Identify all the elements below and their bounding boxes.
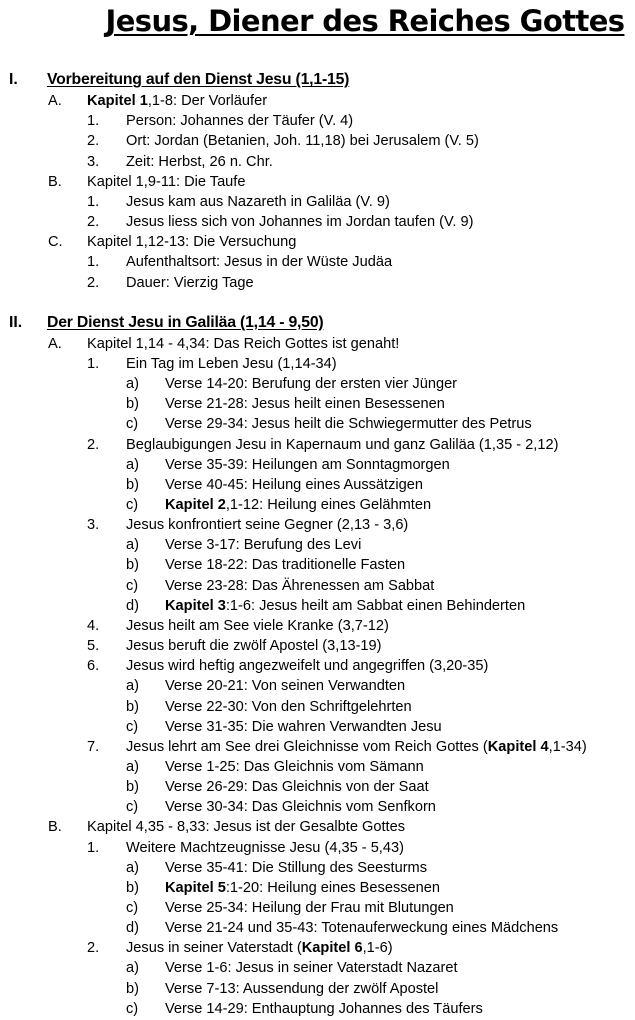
outline-label: 2.	[87, 214, 100, 231]
outline-text	[126, 131, 479, 151]
outline-text	[126, 354, 337, 374]
text-segment: Verse 21-28: Jesus heilt einen Besessenen	[165, 396, 445, 413]
outline-label: B.	[48, 173, 62, 190]
outline-item-level3	[0, 898, 635, 918]
outline-item-level2	[0, 656, 635, 676]
outline-item-level3	[0, 958, 635, 978]
outline-label: a)	[126, 456, 139, 473]
outline-label: b)	[126, 980, 139, 997]
text-segment: ,1-6)	[362, 940, 393, 957]
outline-item-level1	[0, 334, 635, 354]
outline-text	[87, 232, 296, 252]
outline-item-level3	[0, 576, 635, 596]
outline-text	[165, 797, 436, 817]
text-segment: Jesus heilt am See viele Kranke (3,7-12)	[126, 617, 389, 634]
outline-item-level3	[0, 999, 635, 1019]
outline-label: c)	[126, 1000, 139, 1017]
outline-item-level3	[0, 979, 635, 999]
outline-label: b)	[126, 698, 139, 715]
text-segment: Verse 31-35: Die wahren Verwandten Jesu	[165, 718, 442, 735]
outline-label: 2.	[87, 274, 100, 291]
text-segment: :1-6: Jesus heilt am Sabbat einen Behinderten	[225, 597, 526, 614]
outline-item-level2	[0, 212, 635, 232]
outline-text	[47, 313, 323, 333]
outline-text	[165, 455, 450, 475]
outline-label: b)	[126, 879, 139, 896]
text-segment: Kapitel 4,35 - 8,33: Jesus ist der Gesalbte Gottes	[87, 819, 405, 836]
outline-item-level1	[0, 817, 635, 837]
text-segment: Jesus in seiner Vaterstadt (	[126, 940, 302, 957]
outline-label: A.	[48, 93, 62, 110]
outline-item-level1	[0, 172, 635, 192]
outline-text	[87, 334, 399, 354]
outline-label: c)	[126, 900, 139, 916]
outline-item-level3	[0, 878, 635, 898]
outline-text	[165, 495, 431, 515]
outline-text	[165, 576, 434, 596]
text-segment: Jesus kam aus Nazareth in Galiläa (V. 9)	[126, 193, 390, 210]
outline-label: C.	[48, 234, 63, 251]
outline-text	[165, 596, 525, 616]
text-segment: Verse 3-17: Berufung des Levi	[165, 537, 362, 554]
outline-label: 2.	[87, 940, 100, 957]
outline-text	[165, 777, 429, 797]
text-segment: Aufenthaltsort: Jesus in der Wüste Judäa	[126, 254, 393, 271]
text-segment: Ein Tag im Leben Jesu (1,14-34)	[126, 355, 337, 372]
text-segment: Verse 14-29: Enthauptung Johannes des Täufers	[165, 1000, 483, 1017]
outline-item-level1	[0, 91, 635, 111]
outline-label: b)	[126, 396, 139, 413]
outline-text	[165, 858, 427, 878]
outline-item-level3	[0, 394, 635, 414]
outline-item-level3	[0, 414, 635, 434]
text-segment: Dauer: Vierzig Tage	[126, 274, 254, 291]
text-segment: Kapitel 1,14 - 4,34: Das Reich Gottes ist genaht!	[87, 335, 400, 352]
outline-text	[165, 394, 445, 414]
outline-item-level3	[0, 797, 635, 817]
text-segment: Ort: Jordan (Betanien, Joh. 11,18) bei Jerusalem (V. 5)	[126, 133, 479, 150]
outline-item-level3	[0, 697, 635, 717]
outline-label: 7.	[87, 738, 100, 755]
outline-text	[165, 757, 424, 777]
outline-text	[126, 192, 390, 212]
outline-item-level3	[0, 918, 635, 938]
outline-item-level2	[0, 838, 635, 858]
outline-item-level2	[0, 616, 635, 636]
text-segment: Verse 35-39: Heilungen am Sonntagmorgen	[165, 456, 450, 473]
text-segment: Verse 1-25: Das Gleichnis vom Sämann	[165, 758, 424, 775]
text-segment: Kapitel 1,12-13: Die Versuchung	[87, 234, 297, 251]
outline-label: a)	[126, 960, 139, 977]
outline-label: 1.	[87, 113, 100, 130]
outline-text	[165, 414, 532, 434]
outline-label: 2.	[87, 436, 100, 453]
outline-text	[126, 435, 558, 455]
outline-label: 1.	[87, 254, 100, 271]
outline-label: d)	[126, 920, 139, 937]
text-segment: ,1-34)	[548, 738, 587, 755]
outline-label: 1.	[87, 839, 100, 856]
outline-item-level3	[0, 535, 635, 555]
text-segment: Zeit: Herbst, 26 n. Chr.	[126, 153, 273, 170]
outline-text	[165, 979, 438, 999]
outline-item-level2	[0, 938, 635, 958]
text-segment: Verse 35-41: Die Stillung des Seesturms	[165, 859, 428, 876]
outline-label: a)	[126, 537, 139, 554]
text-segment: Verse 18-22: Das traditionelle Fasten	[165, 557, 406, 574]
outline-text	[165, 697, 412, 717]
outline-text	[87, 817, 405, 837]
outline-text	[126, 252, 392, 272]
outline-text	[126, 152, 273, 172]
text-segment: Verse 40-45: Heilung eines Aussätzigen	[165, 476, 423, 493]
outline-item-level3	[0, 455, 635, 475]
text-segment: Verse 29-34: Jesus heilt die Schwiegermutter des Petrus	[165, 416, 532, 433]
text-segment: Jesus liess sich von Johannes im Jordan taufen (V. 9)	[126, 214, 474, 231]
outline-text	[87, 91, 267, 111]
outline-item-level3	[0, 757, 635, 777]
outline-label: d)	[126, 597, 139, 614]
outline-item-level3	[0, 495, 635, 515]
outline-text	[126, 636, 382, 656]
outline-text	[165, 918, 558, 938]
outline-text	[126, 273, 254, 293]
outline-text	[165, 898, 454, 918]
text-segment: Verse 25-34: Heilung der Frau mit Blutungen	[165, 900, 454, 916]
outline-label: 4.	[87, 617, 100, 634]
text-segment: Jesus konfrontiert seine Gegner (2,13 - 3,6)	[126, 517, 409, 534]
outline-label: 5.	[87, 638, 100, 655]
outline-label: 3.	[87, 517, 100, 534]
outline-text	[165, 555, 405, 575]
text-segment: ,1-12: Heilung eines Gelähmten	[225, 497, 432, 513]
outline-text	[165, 717, 442, 737]
text-segment: Verse 7-13: Aussendung der zwölf Apostel	[165, 980, 439, 997]
outline-item-level3	[0, 475, 635, 495]
outline-item-level3	[0, 717, 635, 737]
outline-label: a)	[126, 678, 139, 695]
text-segment: Verse 26-29: Das Gleichnis von der Saat	[165, 779, 429, 796]
chapter-reference: Kapitel 2	[165, 497, 226, 513]
text-segment: Der Dienst Jesu in Galiläa (1,14 - 9,50)	[47, 313, 324, 331]
text-segment: ,1-8: Der Vorläufer	[147, 93, 268, 110]
outline-item-level2	[0, 515, 635, 535]
outline-text	[126, 838, 404, 858]
outline-text	[165, 676, 405, 696]
outline-label: a)	[126, 758, 139, 775]
outline-text	[126, 111, 353, 131]
outline-text	[126, 938, 393, 958]
text-segment: Verse 30-34: Das Gleichnis vom Senfkorn	[165, 799, 436, 816]
text-segment: Person: Johannes der Täufer (V. 4)	[126, 113, 354, 130]
outline-item-level2	[0, 131, 635, 151]
outline-label: 2.	[87, 133, 100, 150]
text-segment: Verse 22-30: Von den Schriftgelehrten	[165, 698, 412, 715]
outline-label: B.	[48, 819, 62, 836]
text-segment: Jesus lehrt am See drei Gleichnisse vom Reich Gottes (	[126, 738, 488, 755]
text-segment: Verse 1-6: Jesus in seiner Vaterstadt Nazaret	[165, 960, 458, 977]
text-segment: Jesus wird heftig angezweifelt und angegriffen (3,20-35)	[126, 658, 489, 675]
outline-item-level2	[0, 273, 635, 293]
outline-label: b)	[126, 476, 139, 493]
section-heading	[0, 70, 635, 90]
text-segment: :1-20: Heilung eines Besessenen	[225, 879, 441, 896]
outline-label: 3.	[87, 153, 100, 170]
outline-text	[126, 212, 473, 232]
page-title: Jesus, Diener des Reiches Gottes	[105, 4, 625, 38]
outline-text	[165, 475, 423, 495]
outline-label: I.	[9, 71, 18, 88]
text-segment: Weitere Machtzeugnisse Jesu (4,35 - 5,43)	[126, 839, 404, 856]
outline-label: 6.	[87, 658, 100, 675]
outline-label: a)	[126, 376, 139, 393]
outline-text	[165, 999, 483, 1019]
outline-label: 1.	[87, 193, 100, 210]
outline-label: 1.	[87, 355, 100, 372]
text-segment: Beglaubigungen Jesu in Kapernaum und ganz Galiläa (1,35 - 2,12)	[126, 436, 559, 453]
outline-text	[47, 70, 349, 90]
outline-item-level2	[0, 192, 635, 212]
outline-item-level2	[0, 111, 635, 131]
outline-text	[165, 535, 361, 555]
outline-item-level3	[0, 858, 635, 878]
outline-item-level3	[0, 555, 635, 575]
outline-item-level2	[0, 354, 635, 374]
outline-label: c)	[126, 799, 139, 816]
outline-text	[126, 515, 408, 535]
outline-item-level3	[0, 374, 635, 394]
outline-label: II.	[9, 313, 23, 331]
text-segment: Verse 23-28: Das Ährenessen am Sabbat	[165, 577, 435, 594]
text-segment: Verse 21-24 und 35-43: Totenauferweckung eines Mädchens	[165, 920, 559, 937]
outline-text	[87, 172, 245, 192]
text-segment: Kapitel 1,9-11: Die Taufe	[87, 173, 246, 190]
text-segment: Jesus beruft die zwölf Apostel (3,13-19)	[126, 638, 382, 655]
outline-item-level3	[0, 777, 635, 797]
outline-item-level3	[0, 676, 635, 696]
outline-text	[165, 878, 440, 898]
chapter-reference: Kapitel 6	[301, 940, 363, 957]
section-heading	[0, 313, 635, 333]
outline-item-level1	[0, 232, 635, 252]
outline-text	[165, 958, 458, 978]
outline-label: A.	[48, 335, 62, 352]
outline-text	[126, 737, 587, 757]
outline-item-level2	[0, 737, 635, 757]
outline-label: c)	[126, 577, 139, 594]
outline-item-level2	[0, 435, 635, 455]
outline-label: c)	[126, 718, 139, 735]
text-segment: Vorbereitung auf den Dienst Jesu (1,1-15)	[47, 71, 350, 88]
outline-item-level3	[0, 596, 635, 616]
outline-text	[126, 656, 488, 676]
chapter-reference: Kapitel 1	[87, 93, 148, 110]
outline-label: b)	[126, 779, 139, 796]
outline-item-level2	[0, 152, 635, 172]
outline-label: b)	[126, 557, 139, 574]
chapter-reference: Kapitel 5	[165, 879, 226, 896]
outline-label: a)	[126, 859, 139, 876]
outline-text	[126, 616, 389, 636]
outline-item-level2	[0, 636, 635, 656]
text-segment: Verse 20-21: Von seinen Verwandten	[165, 678, 406, 695]
chapter-reference: Kapitel 4	[487, 738, 549, 755]
outline-label: c)	[126, 416, 139, 433]
outline-label: c)	[126, 497, 139, 513]
outline-text	[165, 374, 457, 394]
outline-item-level2	[0, 252, 635, 272]
chapter-reference: Kapitel 3	[165, 597, 226, 614]
text-segment: Verse 14-20: Berufung der ersten vier Jünger	[165, 376, 458, 393]
